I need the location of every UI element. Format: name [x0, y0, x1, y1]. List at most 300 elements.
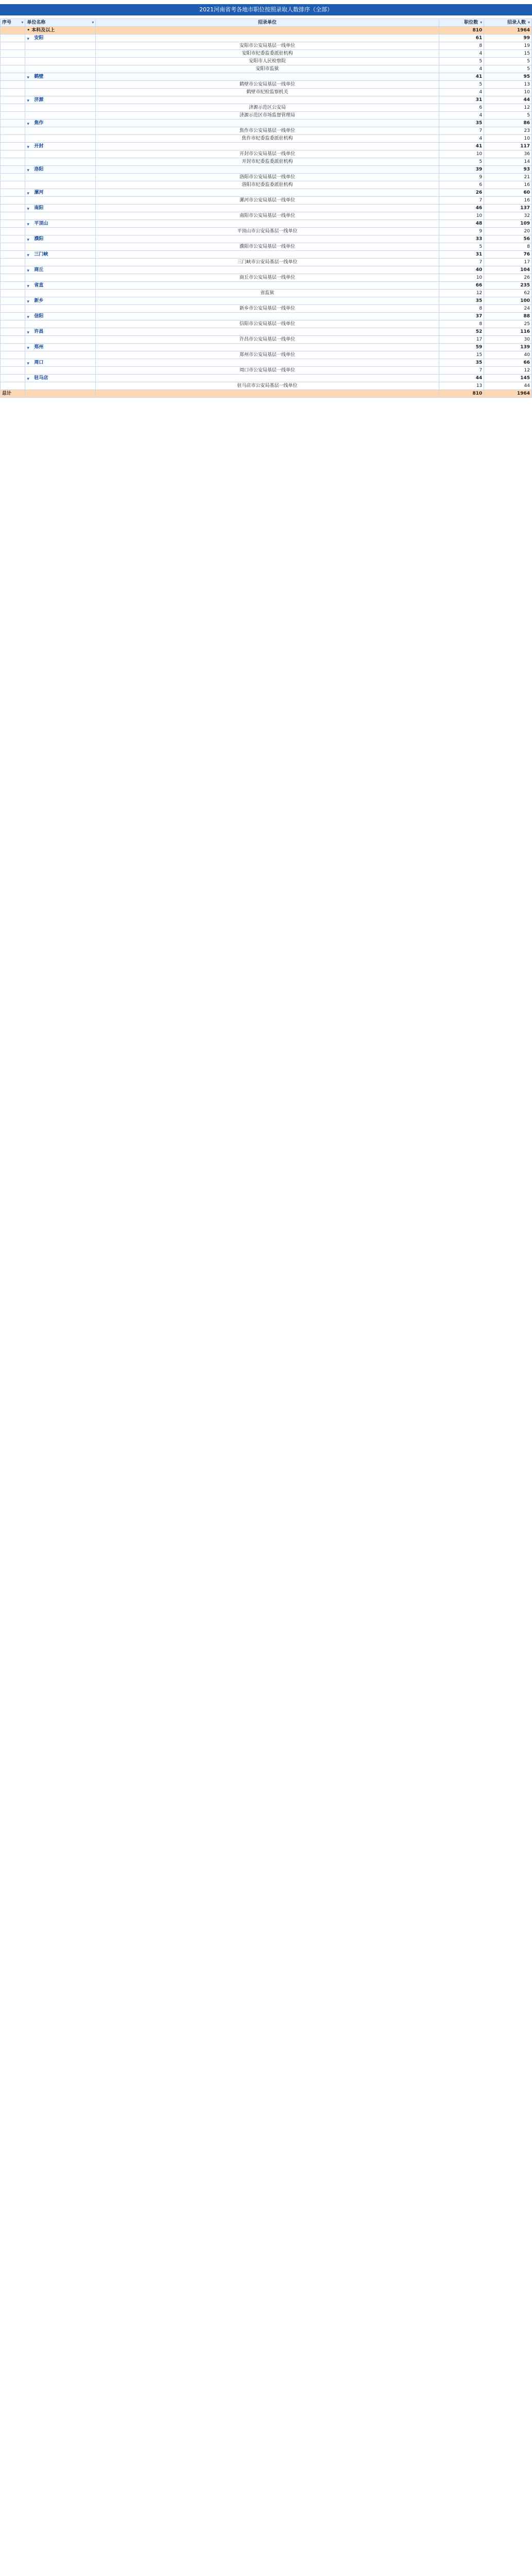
total-positions: 810: [439, 27, 484, 35]
hires: 26: [484, 274, 532, 282]
unit-name: 济源示范区市场监督管理局: [96, 112, 439, 120]
city-label: 洛阳: [34, 167, 44, 172]
positions: 4: [439, 50, 484, 58]
positions: 7: [439, 259, 484, 266]
header-no-label: 序号: [2, 20, 12, 25]
positions: 15: [439, 351, 484, 359]
city-row[interactable]: [1, 120, 532, 127]
table-row: [1, 181, 532, 189]
positions: 4: [439, 112, 484, 120]
row-no: [1, 297, 25, 305]
row-no: [1, 344, 25, 351]
positions: 59: [439, 344, 484, 351]
city-row[interactable]: [1, 266, 532, 274]
city-label: 商丘: [34, 267, 44, 273]
unit-name: [96, 166, 439, 174]
hires: 21: [484, 174, 532, 181]
unit-name: [96, 235, 439, 243]
city-row[interactable]: [1, 189, 532, 197]
header-hires[interactable]: [484, 19, 532, 27]
positions: 52: [439, 328, 484, 336]
city-name[interactable]: [25, 375, 96, 382]
row-no: [1, 359, 25, 367]
chevron-down-icon[interactable]: [27, 267, 32, 273]
row-no: [1, 150, 25, 158]
city-row[interactable]: [1, 313, 532, 320]
city-label: 济源: [34, 97, 44, 103]
table-row: [1, 274, 532, 282]
row-no: [1, 205, 25, 212]
hires: 5: [484, 65, 532, 73]
city-name[interactable]: [25, 35, 96, 42]
row-city: [25, 197, 96, 205]
hires: 15: [484, 50, 532, 58]
row-city: [25, 158, 96, 166]
city-name[interactable]: [25, 297, 96, 305]
unit-name: 省监狱: [96, 290, 439, 297]
footer-unit: [96, 390, 439, 398]
city-name[interactable]: [25, 266, 96, 274]
chevron-down-icon[interactable]: [27, 74, 32, 79]
hires: 25: [484, 320, 532, 328]
row-no: [1, 143, 25, 150]
row-no: [1, 251, 25, 259]
hires: 12: [484, 367, 532, 375]
pivot-table: [0, 19, 532, 398]
unit-name: 新乡市公安局基层一线单位: [96, 305, 439, 313]
unit-name: 安阳市监狱: [96, 65, 439, 73]
city-label: 郑州: [34, 345, 44, 350]
city-row[interactable]: [1, 166, 532, 174]
table-row: [1, 50, 532, 58]
row-no: [1, 290, 25, 297]
table-row: [1, 42, 532, 50]
positions: 35: [439, 297, 484, 305]
city-name[interactable]: [25, 96, 96, 104]
city-label: 焦作: [34, 121, 44, 126]
city-name[interactable]: [25, 344, 96, 351]
unit-name: [96, 266, 439, 274]
chevron-down-icon[interactable]: [27, 97, 32, 103]
row-no: [1, 166, 25, 174]
city-name[interactable]: [25, 120, 96, 127]
total-hires: 1964: [484, 27, 532, 35]
chevron-down-icon[interactable]: [27, 345, 32, 350]
unit-name: [96, 375, 439, 382]
city-label: 濮阳: [34, 236, 44, 242]
city-row[interactable]: [1, 297, 532, 305]
row-no: [1, 282, 25, 290]
hires: 10: [484, 135, 532, 143]
positions: 17: [439, 336, 484, 344]
header-unit-label: 招录单位: [258, 20, 277, 25]
unit-name: [96, 189, 439, 197]
chevron-down-icon[interactable]: [27, 236, 32, 242]
hires: 99: [484, 35, 532, 42]
row-no: [1, 120, 25, 127]
city-name[interactable]: [25, 189, 96, 197]
row-city: [25, 212, 96, 220]
hires: 62: [484, 290, 532, 297]
hires: 44: [484, 382, 532, 390]
unit-name: [96, 282, 439, 290]
row-no: [1, 50, 25, 58]
hires: 10: [484, 89, 532, 96]
row-city: [25, 127, 96, 135]
positions: 44: [439, 375, 484, 382]
city-label: 省直: [34, 283, 44, 288]
hires: 235: [484, 282, 532, 290]
footer-no: 总计: [1, 390, 25, 398]
row-no: [1, 197, 25, 205]
positions: 40: [439, 266, 484, 274]
positions: 5: [439, 158, 484, 166]
row-no: [1, 42, 25, 50]
table-row: [1, 135, 532, 143]
table-row: [1, 320, 532, 328]
unit-name: [96, 251, 439, 259]
hires: 86: [484, 120, 532, 127]
positions: 35: [439, 120, 484, 127]
city-row[interactable]: [1, 35, 532, 42]
hires: 100: [484, 297, 532, 305]
hires: 32: [484, 212, 532, 220]
header-unit[interactable]: [96, 19, 439, 27]
row-city: [25, 150, 96, 158]
hires: 14: [484, 158, 532, 166]
unit-name: 南阳市公安局基层一线单位: [96, 212, 439, 220]
row-no: [1, 220, 25, 228]
city-name[interactable]: [25, 251, 96, 259]
unit-name: 安阳市纪委监委派驻机构: [96, 50, 439, 58]
row-no: [1, 135, 25, 143]
chevron-down-icon[interactable]: [27, 144, 32, 149]
row-no: [1, 382, 25, 390]
city-name[interactable]: [25, 328, 96, 336]
hires: 76: [484, 251, 532, 259]
positions: 26: [439, 189, 484, 197]
hires: 60: [484, 189, 532, 197]
unit-name: 安阳市公安局基层一线单位: [96, 42, 439, 50]
row-city: [25, 135, 96, 143]
hires: 139: [484, 344, 532, 351]
positions: 4: [439, 135, 484, 143]
positions: 9: [439, 228, 484, 235]
sort-icon[interactable]: ▾: [527, 20, 530, 25]
row-no: [1, 235, 25, 243]
chevron-down-icon[interactable]: [27, 376, 32, 381]
hires: 44: [484, 96, 532, 104]
unit-name: [96, 120, 439, 127]
city-row[interactable]: [1, 96, 532, 104]
chevron-down-icon[interactable]: [27, 298, 32, 303]
row-city: [25, 174, 96, 181]
hires: 24: [484, 305, 532, 313]
row-city: [25, 81, 96, 89]
row-city: [25, 42, 96, 50]
chevron-down-icon[interactable]: [27, 190, 32, 195]
unit-name: 驻马店市公安局基层一线单位: [96, 382, 439, 390]
chevron-down-icon[interactable]: [27, 121, 32, 126]
table-header: [1, 19, 532, 27]
hires: 93: [484, 166, 532, 174]
city-row[interactable]: [1, 235, 532, 243]
table-body: [1, 27, 532, 390]
city-name[interactable]: [25, 282, 96, 290]
positions: 13: [439, 382, 484, 390]
unit-name: 周口市公安局基层一线单位: [96, 367, 439, 375]
positions: 5: [439, 243, 484, 251]
unit-name: 济源示范区公安局: [96, 104, 439, 112]
unit-name: 鹤壁市纪检监察机关: [96, 89, 439, 96]
table-row: [1, 89, 532, 96]
row-no: [1, 189, 25, 197]
row-no: [1, 375, 25, 382]
table-row: [1, 127, 532, 135]
row-city: [25, 320, 96, 328]
row-city: [25, 89, 96, 96]
table-row: [1, 382, 532, 390]
row-no: [1, 320, 25, 328]
positions: 8: [439, 320, 484, 328]
city-row[interactable]: [1, 359, 532, 367]
row-no: [1, 35, 25, 42]
row-no: [1, 174, 25, 181]
row-city: [25, 58, 96, 65]
city-name[interactable]: [25, 235, 96, 243]
hires: 16: [484, 197, 532, 205]
unit-name: [96, 359, 439, 367]
table-row: [1, 351, 532, 359]
positions: 46: [439, 205, 484, 212]
unit-name: [96, 297, 439, 305]
positions: 5: [439, 81, 484, 89]
city-name[interactable]: [25, 73, 96, 81]
row-city: [25, 351, 96, 359]
chevron-down-icon[interactable]: [27, 36, 32, 41]
table-row: [1, 259, 532, 266]
city-row[interactable]: [1, 73, 532, 81]
chevron-down-icon[interactable]: [27, 360, 32, 365]
hires: 17: [484, 259, 532, 266]
unit-name: 许昌市公安局基层一线单位: [96, 336, 439, 344]
table-row: [1, 65, 532, 73]
row-city: [25, 259, 96, 266]
hires: 5: [484, 112, 532, 120]
row-no: [1, 266, 25, 274]
city-row[interactable]: [1, 143, 532, 150]
city-row[interactable]: [1, 205, 532, 212]
row-no: [1, 89, 25, 96]
unit-name: 信阳市公安局基层一线单位: [96, 320, 439, 328]
header-city[interactable]: [25, 19, 96, 27]
city-row[interactable]: [1, 328, 532, 336]
sort-icon[interactable]: ▾: [92, 20, 94, 25]
chevron-down-icon[interactable]: [27, 314, 32, 319]
row-no: [1, 104, 25, 112]
city-row[interactable]: [1, 282, 532, 290]
city-label: 信阳: [34, 314, 44, 319]
city-label: 南阳: [34, 206, 44, 211]
positions: 7: [439, 127, 484, 135]
table-row: [1, 336, 532, 344]
footer-row: [1, 390, 532, 398]
chevron-down-icon[interactable]: [27, 221, 32, 226]
city-name[interactable]: [25, 313, 96, 320]
unit-name: 安阳市人民检察院: [96, 58, 439, 65]
positions: 37: [439, 313, 484, 320]
hires: 104: [484, 266, 532, 274]
row-city: [25, 50, 96, 58]
hires: 16: [484, 181, 532, 189]
city-label: 三门峡: [34, 252, 48, 257]
unit-name: [96, 35, 439, 42]
city-row[interactable]: [1, 251, 532, 259]
unit-name: 鹤壁市公安局基层一线单位: [96, 81, 439, 89]
row-no: [1, 367, 25, 375]
row-city: [25, 367, 96, 375]
hires: 23: [484, 127, 532, 135]
positions: 7: [439, 197, 484, 205]
footer-city: [25, 390, 96, 398]
header-city-label: 单位名称: [27, 20, 46, 25]
unit-name: 濮阳市公安局基层一线单位: [96, 243, 439, 251]
hires: 56: [484, 235, 532, 243]
unit-name: [96, 220, 439, 228]
unit-name: 商丘市公安局基层一线单位: [96, 274, 439, 282]
row-city: [25, 305, 96, 313]
table-row: [1, 81, 532, 89]
positions: 4: [439, 65, 484, 73]
row-city: [25, 274, 96, 282]
hires: 95: [484, 73, 532, 81]
positions: 61: [439, 35, 484, 42]
unit-name: 郑州市公安局基层一线单位: [96, 351, 439, 359]
city-name[interactable]: [25, 359, 96, 367]
row-city: [25, 65, 96, 73]
city-row[interactable]: [1, 220, 532, 228]
city-label: 驻马店: [34, 376, 48, 381]
header-no[interactable]: [1, 19, 25, 27]
row-city: [25, 382, 96, 390]
table-row: [1, 104, 532, 112]
header-positions[interactable]: [439, 19, 484, 27]
positions: 6: [439, 181, 484, 189]
positions: 4: [439, 89, 484, 96]
unit-name: 漯河市公安局基层一线单位: [96, 197, 439, 205]
row-city: [25, 228, 96, 235]
row-no: [1, 112, 25, 120]
positions: 48: [439, 220, 484, 228]
positions: 41: [439, 143, 484, 150]
row-no: [1, 228, 25, 235]
sort-icon[interactable]: ▾: [21, 20, 24, 25]
unit-name: 平顶山市公安局基层一线单位: [96, 228, 439, 235]
unit-name: 洛阳市公安局基层一线单位: [96, 174, 439, 181]
hires: 12: [484, 104, 532, 112]
hires: 20: [484, 228, 532, 235]
hires: 88: [484, 313, 532, 320]
city-label: 开封: [34, 144, 44, 149]
row-city: [25, 104, 96, 112]
hires: 66: [484, 359, 532, 367]
chevron-down-icon[interactable]: [27, 283, 32, 288]
row-no: [1, 81, 25, 89]
row-city: [25, 290, 96, 297]
hires: 117: [484, 143, 532, 150]
positions: 31: [439, 96, 484, 104]
table-row: [1, 305, 532, 313]
positions: 10: [439, 274, 484, 282]
row-no: [1, 181, 25, 189]
city-row[interactable]: [1, 375, 532, 382]
city-label: 平顶山: [34, 221, 48, 226]
row-no: [1, 305, 25, 313]
positions: 8: [439, 42, 484, 50]
table-row: [1, 58, 532, 65]
city-name[interactable]: [25, 143, 96, 150]
footer-hires: 1964: [484, 390, 532, 398]
positions: 6: [439, 104, 484, 112]
positions: 5: [439, 58, 484, 65]
unit-name: [96, 73, 439, 81]
city-name[interactable]: [25, 205, 96, 212]
page-title: 2021河南省考各地市职位按照录取人数排序（全部）: [0, 4, 532, 15]
row-no: [1, 243, 25, 251]
row-no: [1, 259, 25, 266]
table-row: [1, 367, 532, 375]
row-city: [25, 336, 96, 344]
row-city: [25, 243, 96, 251]
table-row: [1, 290, 532, 297]
row-no: [1, 328, 25, 336]
chevron-down-icon[interactable]: [27, 252, 32, 257]
header-hires-label: 招录人数: [507, 20, 526, 25]
unit-name: [96, 344, 439, 351]
row-no: [1, 158, 25, 166]
footer-positions: 810: [439, 390, 484, 398]
chevron-down-icon[interactable]: [27, 167, 32, 172]
row-no: [1, 65, 25, 73]
city-label: 漯河: [34, 190, 44, 195]
positions: 7: [439, 367, 484, 375]
table-row: [1, 112, 532, 120]
row-city: [25, 112, 96, 120]
row-no: [1, 127, 25, 135]
hires: 137: [484, 205, 532, 212]
total-row: [1, 27, 532, 35]
city-label: 新乡: [34, 298, 44, 303]
chevron-down-icon[interactable]: [27, 329, 32, 334]
total-city: • 本科及以上: [25, 27, 96, 35]
positions: 9: [439, 174, 484, 181]
city-row[interactable]: [1, 344, 532, 351]
unit-name: 开封市纪委监委派驻机构: [96, 158, 439, 166]
chevron-down-icon[interactable]: [27, 206, 32, 211]
unit-name: 洛阳市纪委监委派驻机构: [96, 181, 439, 189]
city-name[interactable]: [25, 220, 96, 228]
hires: 19: [484, 42, 532, 50]
hires: 145: [484, 375, 532, 382]
positions: 10: [439, 212, 484, 220]
unit-name: [96, 328, 439, 336]
row-no: [1, 73, 25, 81]
city-name[interactable]: [25, 166, 96, 174]
hires: 40: [484, 351, 532, 359]
sort-icon[interactable]: ▾: [480, 20, 483, 25]
row-no: [1, 96, 25, 104]
unit-name: [96, 205, 439, 212]
